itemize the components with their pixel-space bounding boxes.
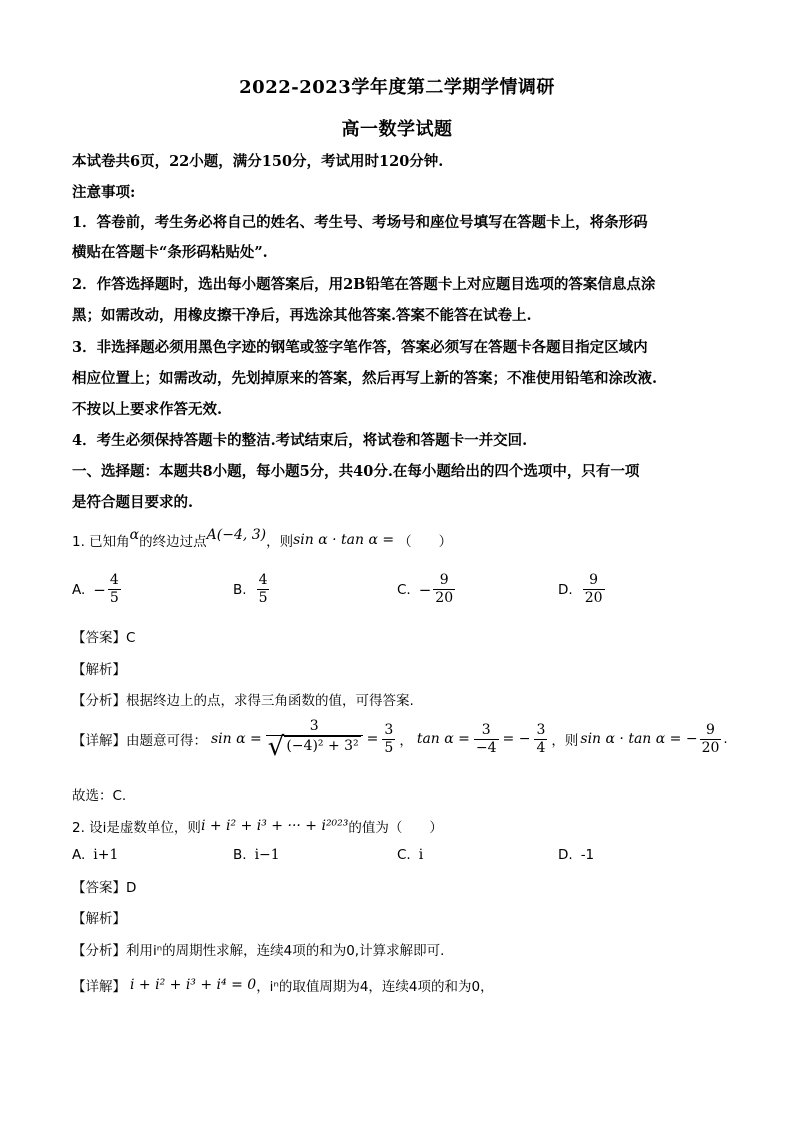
option-label: C. bbox=[397, 847, 411, 863]
q2-option-d bbox=[558, 847, 594, 863]
numerator: 4 bbox=[258, 572, 268, 588]
notice-1-line-2: 横贴在答题卡“条形码粘贴处”. bbox=[72, 244, 268, 261]
exam-summary: 本试卷共6页，22小题，满分150分，考试用时120分钟. bbox=[72, 153, 444, 170]
q1-stem-a: 1. 已知角 bbox=[72, 534, 130, 550]
numerator: 4 bbox=[109, 572, 119, 588]
q1-expression: sin α · tan α = bbox=[293, 532, 395, 548]
detail-tan: tan α = bbox=[416, 731, 470, 747]
option-value: -1 bbox=[580, 847, 595, 863]
denominator bbox=[266, 732, 363, 762]
notice-3-line-2: 相应位置上；如需改动，先划掉原来的答案，然后再写上新的答案；不准使用铅笔和涂改液. bbox=[72, 370, 658, 387]
option-label: B. bbox=[233, 581, 247, 598]
denominator: 5 bbox=[384, 739, 394, 756]
point-a: A(−4, 3) bbox=[206, 527, 267, 543]
alpha-symbol: α bbox=[129, 527, 140, 543]
option-fraction bbox=[257, 572, 270, 607]
denominator: 20 bbox=[435, 590, 454, 606]
notice-heading: 注意事项: bbox=[72, 184, 136, 201]
comma: ， bbox=[399, 733, 413, 749]
detail-tan-fraction bbox=[474, 722, 499, 757]
q1-conclusion: 故选：C. bbox=[72, 788, 127, 804]
q2-analysis-heading: 【解析】 bbox=[72, 911, 126, 927]
exam-subtitle: 高一数学试题 bbox=[341, 119, 453, 140]
option-label: A. bbox=[72, 581, 86, 598]
q2-detail bbox=[72, 975, 494, 995]
section-1-heading-line-2: 是符合题目要求的. bbox=[72, 494, 194, 511]
detail-sin: sin α = bbox=[211, 731, 262, 747]
detail-3-4-fraction bbox=[534, 722, 547, 757]
option-sign: − bbox=[418, 580, 432, 599]
q1-analysis-heading: 【解析】 bbox=[72, 662, 126, 678]
then-text: ，则 bbox=[551, 733, 579, 749]
denominator: 20 bbox=[584, 590, 603, 606]
q2-stem-b: 的值为（ ） bbox=[348, 820, 443, 836]
q1-option-a bbox=[72, 572, 121, 607]
detail-expression: i + i² + i³ + i⁴ = 0 bbox=[130, 977, 257, 993]
detail-heading: 【详解】 bbox=[72, 979, 126, 995]
question-2-stem bbox=[72, 816, 443, 836]
numerator: 3 bbox=[384, 721, 394, 738]
equals-negative: = − bbox=[502, 731, 531, 747]
q1-answer: 【答案】C bbox=[72, 630, 136, 646]
numerator: 3 bbox=[481, 721, 491, 738]
detail-3-5-fraction bbox=[382, 722, 395, 757]
notice-3-line-3: 不按以上要求作答无效. bbox=[72, 401, 223, 418]
q2-expression: i + i² + i³ + ··· + i²⁰²³ bbox=[200, 818, 349, 834]
q2-stem-a: 2. 设i是虚数单位，则 bbox=[72, 820, 201, 836]
detail-heading: 【详解】由题意可得： bbox=[72, 733, 207, 749]
option-value: i bbox=[418, 847, 424, 863]
notice-2-line-1: 2．作答选择题时，选出每小题答案后，用2B铅笔在答题卡上对应题目选项的答案信息点涂 bbox=[72, 276, 656, 293]
q2-option-a bbox=[72, 847, 118, 863]
denominator: 5 bbox=[258, 590, 268, 606]
option-value: i−1 bbox=[254, 847, 280, 863]
q2-option-b bbox=[233, 847, 280, 863]
notice-1-line-1: 1．答卷前，考生务必将自己的姓名、考生号、考场号和座位号填写在答题卡上，将条形码 bbox=[72, 214, 648, 231]
q1-option-c bbox=[397, 572, 455, 607]
denominator: 4 bbox=[536, 739, 546, 756]
q1-option-b bbox=[233, 572, 269, 607]
q2-option-c bbox=[397, 847, 423, 863]
q1-stem-d: （ ） bbox=[398, 534, 453, 550]
q2-answer: 【答案】D bbox=[72, 880, 137, 896]
option-sign: − bbox=[93, 580, 106, 599]
q2-fenxi: 【分析】利用iⁿ的周期性求解，连续4项的和为0,计算求解即可. bbox=[72, 943, 445, 959]
numerator: 3 bbox=[309, 718, 319, 734]
q1-stem-b: 的终边过点 bbox=[139, 534, 207, 550]
option-label: A. bbox=[72, 847, 86, 863]
denominator: 5 bbox=[109, 590, 119, 606]
option-fraction bbox=[108, 572, 121, 607]
numerator: 3 bbox=[536, 721, 546, 738]
numerator: 9 bbox=[439, 572, 449, 588]
numerator: 9 bbox=[589, 572, 599, 588]
q1-option-d bbox=[558, 572, 605, 607]
radical-icon: √ bbox=[267, 732, 285, 762]
option-label: C. bbox=[397, 581, 411, 598]
exam-title: 2022-2023学年度第二学期学情调研 bbox=[239, 77, 555, 98]
notice-4-line-1: 4．考生必须保持答题卡的整洁.考试结束后，将试卷和答题卡一并交回. bbox=[72, 432, 528, 449]
numerator: 9 bbox=[706, 721, 715, 738]
notice-2-line-2: 黑；如需改动，用橡皮擦干净后，再选涂其他答案.答案不能答在试卷上. bbox=[72, 307, 532, 324]
period: . bbox=[723, 731, 728, 747]
equals-sign: = bbox=[366, 731, 379, 747]
detail-product: sin α · tan α = − bbox=[580, 731, 698, 747]
q1-detail bbox=[72, 718, 728, 760]
option-label: D. bbox=[558, 847, 573, 863]
option-label: D. bbox=[558, 581, 573, 598]
notice-3-line-1: 3．非选择题必须用黑色字迹的钢笔或签字笔作答，答案必须写在答题卡各题目指定区域内 bbox=[72, 339, 648, 356]
detail-rest: ，iⁿ的取值周期为4，连续4项的和为0， bbox=[256, 979, 494, 995]
sqrt-symbol bbox=[267, 732, 361, 762]
denominator: 20 bbox=[701, 739, 720, 756]
q1-stem-c: ，则 bbox=[266, 534, 294, 550]
option-value: i+1 bbox=[93, 847, 119, 863]
q1-fenxi: 【分析】根据终边上的点，求得三角函数的值，可得答案. bbox=[72, 693, 414, 709]
radicand: (−4)² + 3² bbox=[284, 736, 360, 758]
section-1-heading-line-1: 一、选择题：本题共8小题，每小题5分，共40分.在每小题给出的四个选项中，只有一项 bbox=[72, 463, 640, 480]
detail-sin-fraction bbox=[266, 718, 363, 760]
denominator: −4 bbox=[475, 739, 497, 756]
option-fraction bbox=[433, 572, 455, 607]
detail-9-20-fraction bbox=[700, 722, 722, 757]
option-fraction bbox=[583, 572, 605, 607]
option-label: B. bbox=[233, 847, 247, 863]
question-1-stem bbox=[72, 527, 453, 550]
